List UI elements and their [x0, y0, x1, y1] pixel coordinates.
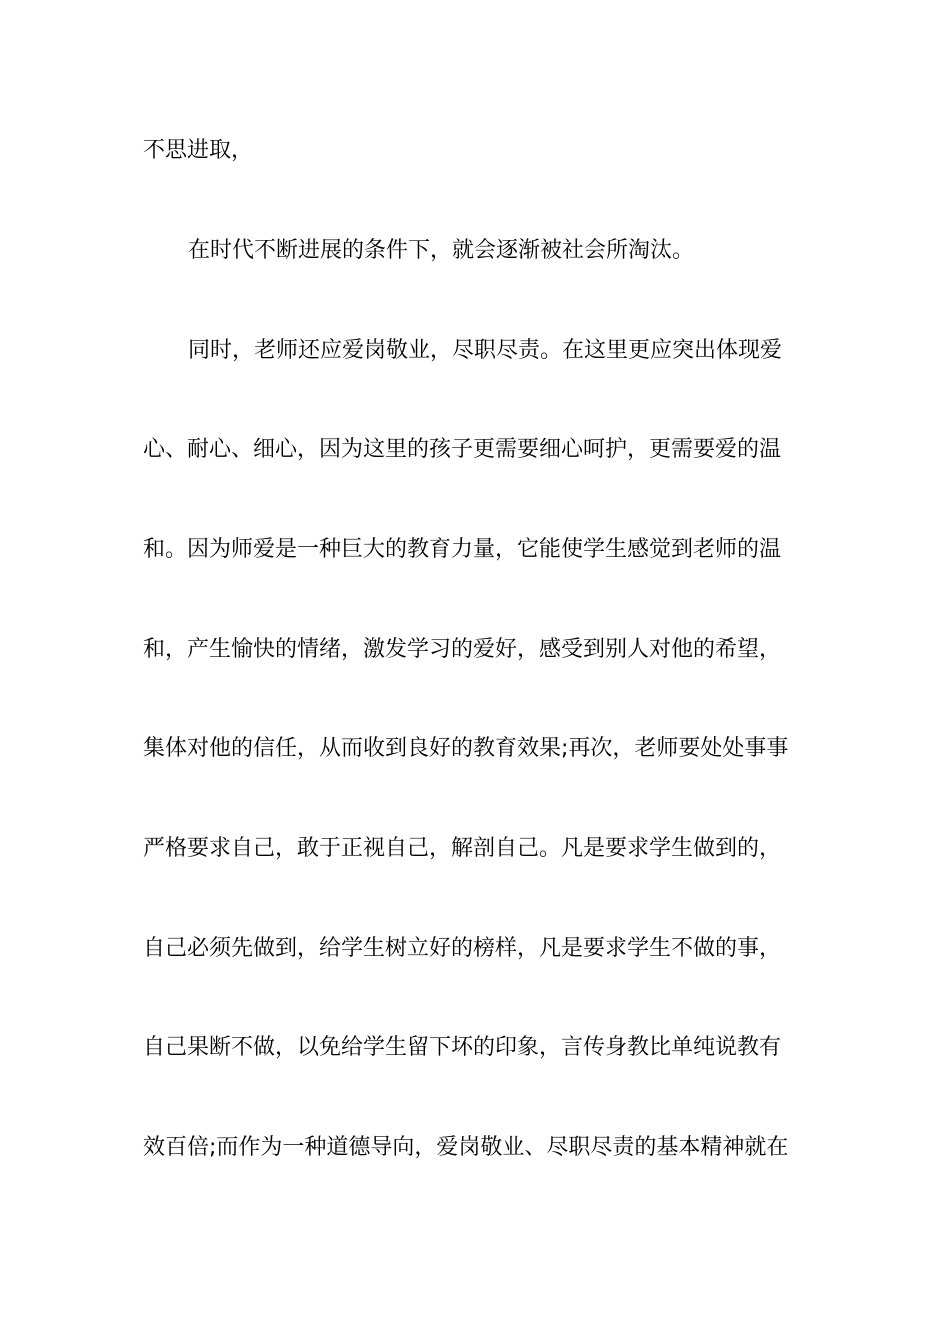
text-line-11: 效百倍;而作为一种道德导向，爱岗敬业、尽职尽责的基本精神就在 — [143, 1135, 789, 1160]
text-line-1: 不思进取， — [143, 138, 254, 163]
text-line-8: 严格要求自己，敢于正视自己，解剖自己。凡是要求学生做到的， — [143, 836, 782, 861]
text-line-2: 在时代不断进展的条件下，就会逐渐被社会所淘汰。 — [188, 238, 695, 263]
text-line-5: 和。因为师爱是一种巨大的教育力量，它能使学生感觉到老师的温 — [143, 537, 782, 562]
text-line-4: 心、耐心、细心，因为这里的孩子更需要细心呵护，更需要爱的温 — [143, 437, 782, 462]
text-line-6: 和，产生愉快的情绪，激发学习的爱好，感受到别人对他的希望， — [143, 637, 782, 662]
text-line-3: 同时，老师还应爱岗敬业，尽职尽责。在这里更应突出体现爱 — [188, 338, 783, 363]
text-line-10: 自己果断不做，以免给学生留下坏的印象，言传身教比单纯说教有 — [143, 1035, 782, 1060]
text-line-7: 集体对他的信任，从而收到良好的教育效果;再次，老师要处处事事 — [143, 736, 789, 761]
text-line-9: 自己必须先做到，给学生树立好的榜样，凡是要求学生不做的事， — [143, 936, 782, 961]
